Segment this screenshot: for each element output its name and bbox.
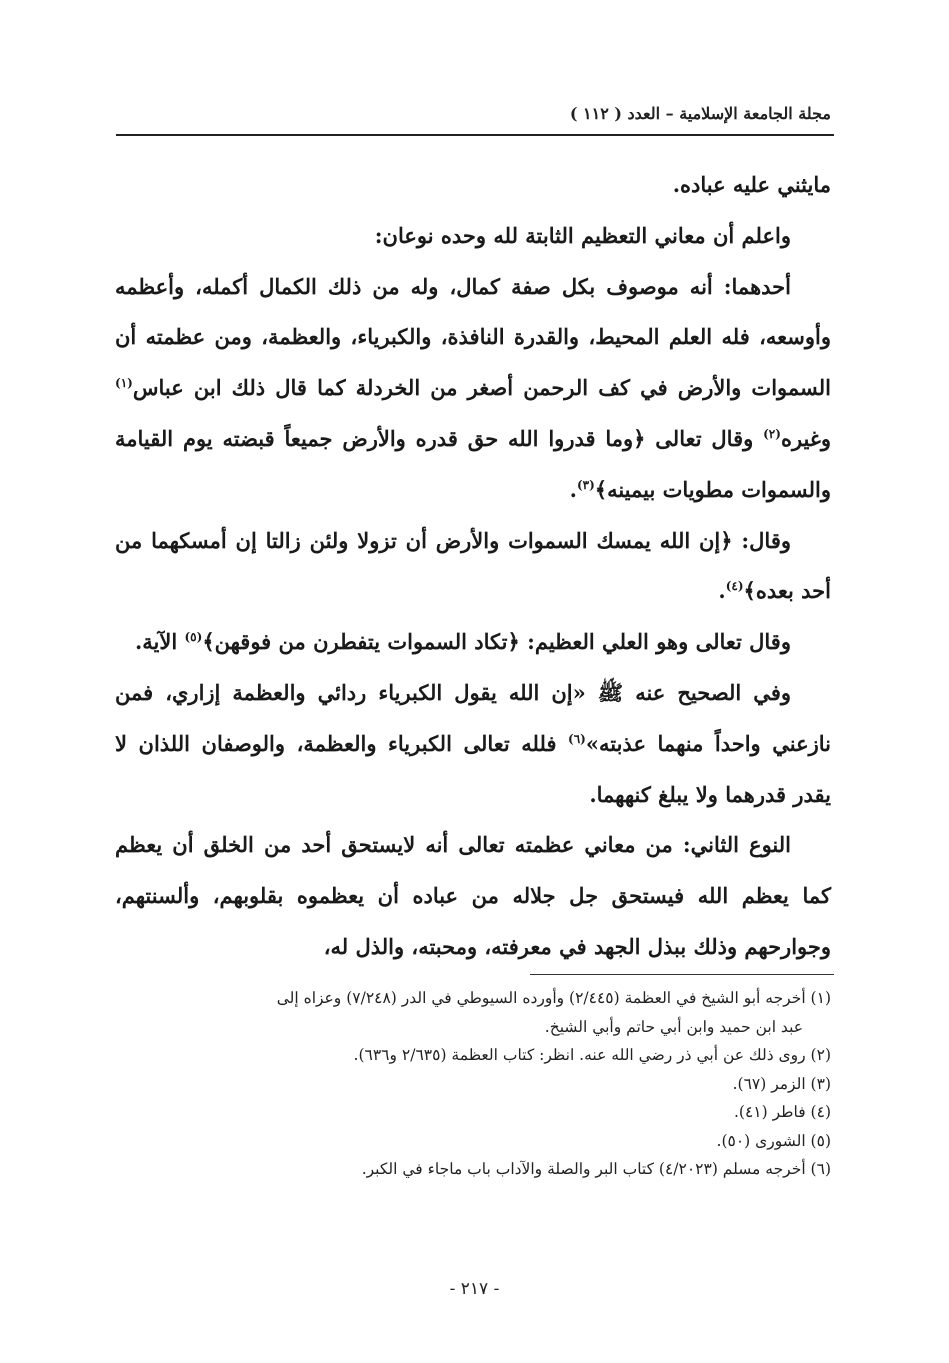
paragraph-6-text-b: فلله تعالى الكبرياء والعظمة، والوصفان اللذان لا يقدر قدرهما ولا يبلغ كنههما. <box>115 730 831 807</box>
paragraph-3-text-b: وغيره <box>780 425 831 451</box>
footnote-6: (٦) أخرجه مسلم (٤/٢٠٢٣) كتاب البر والصلة والآداب باب ماجاء في الكبر. <box>361 1160 831 1178</box>
paragraph-6 <box>115 668 831 820</box>
paragraph-3-text-c: وقال تعالى ﴿وما قدروا الله حق قدره والأرض جميعاً قبضته يوم القيامة والسموات مطويات بيمينه﴾ <box>115 425 831 502</box>
running-header: مجلة الجامعة الإسلامية – العدد ( ١١٢ ) <box>569 104 831 123</box>
footnote-separator <box>530 974 834 975</box>
footnote-5: (٥) الشورى (٥٠). <box>716 1131 831 1150</box>
paragraph-4 <box>115 516 831 618</box>
footnote-3: (٣) الزمر (٦٧). <box>732 1074 831 1093</box>
footnote-1-continuation: عبد ابن حميد وابن أبي حاتم وأبي الشيخ. <box>544 1017 803 1036</box>
footnote-ref-2[interactable]: (٢) <box>763 426 781 441</box>
footnote-ref-5[interactable]: (٥) <box>184 630 203 645</box>
paragraph-5-text-a: وقال تعالى وهو العلي العظيم: ﴿تكاد السموات يتفطرن من فوقهن﴾ <box>202 629 791 655</box>
paragraph-1: مايثني عليه عباده. <box>672 172 831 197</box>
paragraph-5-text-b: الآية. <box>134 629 185 655</box>
footnote-2: (٢) روى ذلك عن أبي ذر رضي الله عنه. انظر: كتاب العظمة (٢/٦٣٥ و٦٣٦). <box>353 1046 831 1064</box>
footnotes <box>115 984 831 1184</box>
footnote-ref-6[interactable]: (٦) <box>568 731 586 746</box>
paragraph-4-text-b: . <box>718 578 726 604</box>
paragraph-3 <box>115 262 831 516</box>
paragraph-3-text-a: أحدهما: أنه موصوف بكل صفة كمال، وله من ذلك الكمال أكمله، وأعظمه وأوسعه، فله العلم المحيط، والقدرة النافذة، والكبرياء، والعظمة، ومن عظمته أن السموات والأرض في كف الرحمن أصغر من الخردلة كما قال ذلك ابن عباس <box>115 273 831 401</box>
footnote-ref-1[interactable]: (١) <box>115 376 133 391</box>
footnote-1: (١) أخرجه أبو الشيخ في العظمة (٢/٤٤٥) وأورده السيوطي في الدر (٧/٢٤٨) وعزاه إلى <box>276 989 831 1007</box>
paragraph-5 <box>115 617 831 668</box>
page-number: - ٢١٧ - <box>449 1279 500 1299</box>
footnote-4: (٤) فاطر (٤١). <box>733 1103 831 1121</box>
footnote-ref-4[interactable]: (٤) <box>725 579 744 594</box>
paragraph-4-text-a: وقال: ﴿إن الله يمسك السموات والأرض أن تزولا ولئن زالتا إن أمسكهما من أحد بعده﴾ <box>115 527 831 604</box>
paragraph-3-text-d: . <box>569 476 577 502</box>
footnote-ref-3[interactable]: (٣) <box>576 477 595 492</box>
paragraph-2: واعلم أن معاني التعظيم الثابتة لله وحده نوعان: <box>374 222 791 248</box>
paragraph-6-text-a: وفي الصحيح عنه ﷺ «إن الله يقول الكبرياء ردائي والعظمة إزاري، فمن نازعني واحداً منهما عذبته» <box>115 679 831 756</box>
header-rule <box>116 134 834 136</box>
main-text <box>115 160 831 973</box>
paragraph-7: النوع الثاني: من معاني عظمته تعالى أنه لايستحق أحد من الخلق أن يعظم كما يعظم الله فيستحق جل جلاله من عباده أن يعظموه بقلوبهم، وألسنتهم، وجوارحهم وذلك ببذل الجهد في معرفته، ومحبته، والذل له، <box>115 832 831 959</box>
